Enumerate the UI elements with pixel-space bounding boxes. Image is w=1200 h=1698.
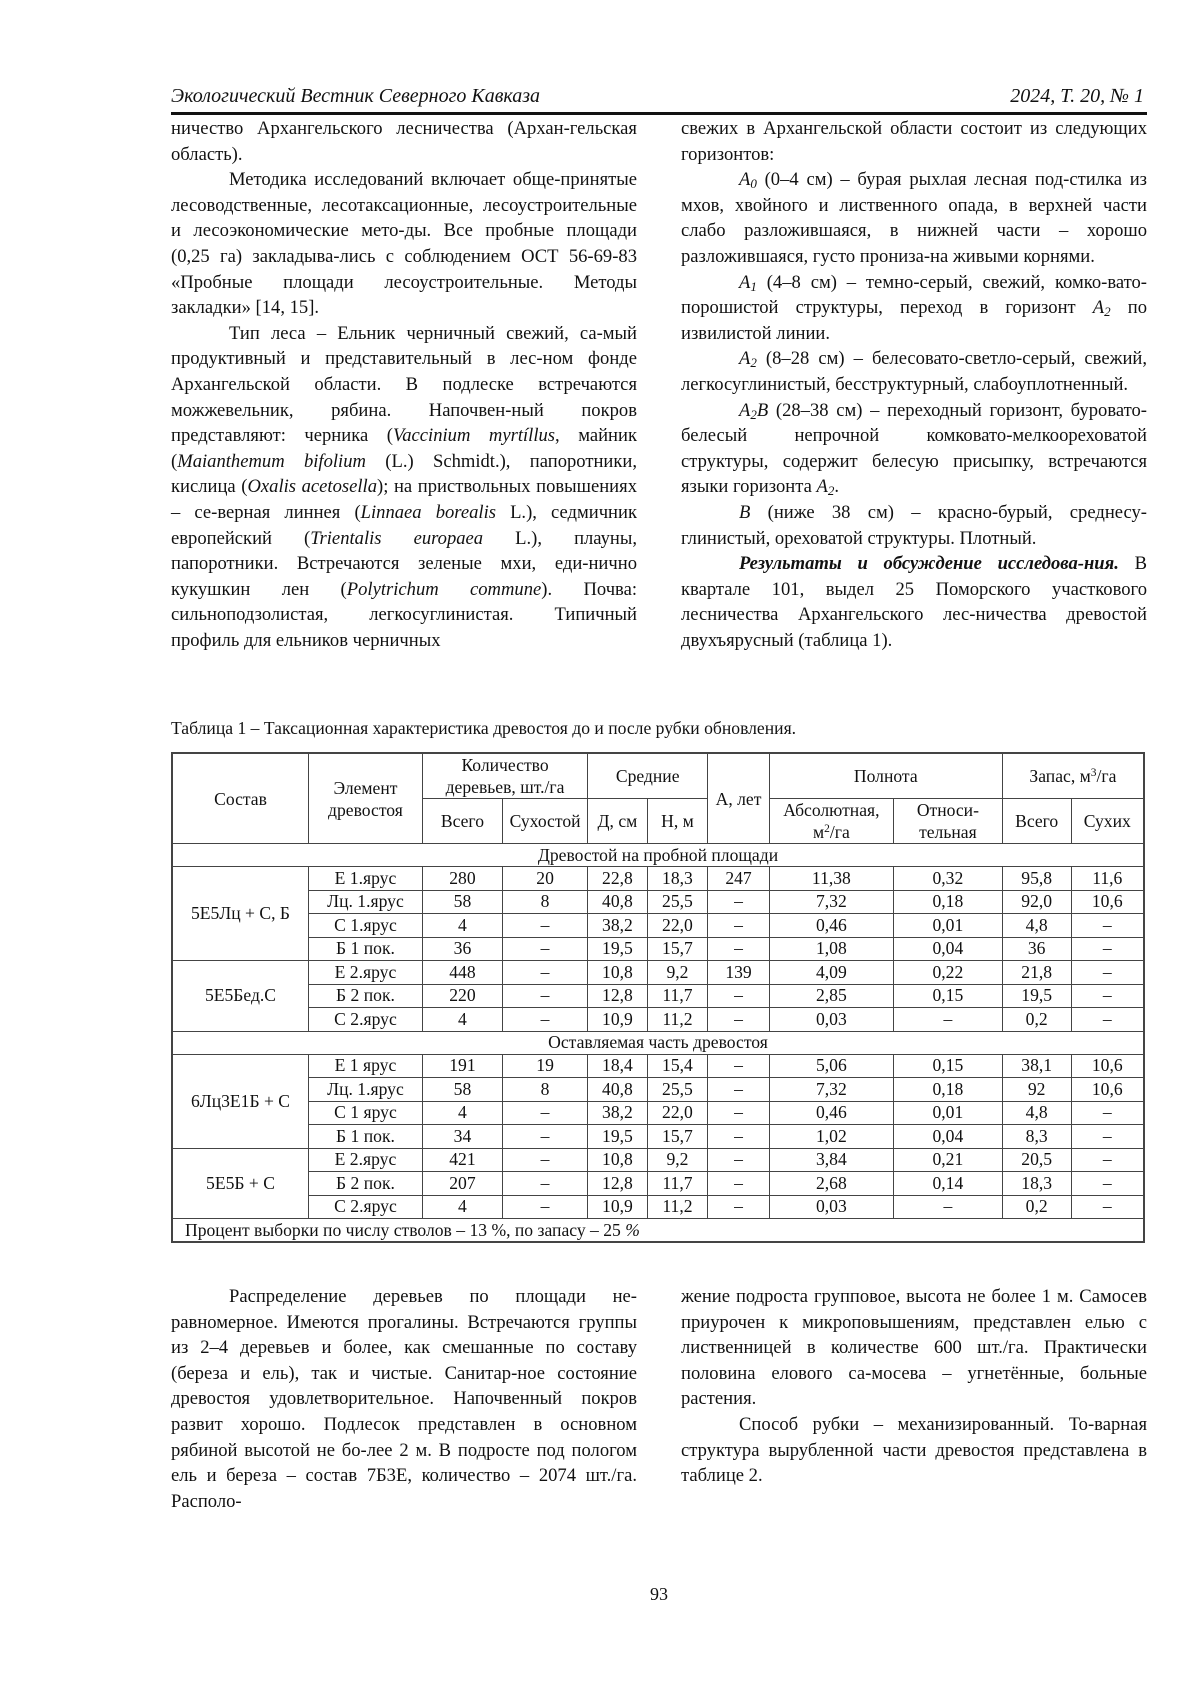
table-cell: 0,01 — [893, 914, 1002, 938]
species-name: Linnaea borealis — [360, 501, 496, 523]
table-cell: 18,3 — [647, 867, 708, 891]
header-density-rel: Относи-тельная — [893, 799, 1002, 844]
table-cell: 11,6 — [1071, 867, 1144, 891]
table-cell: Б 2 пок. — [309, 984, 423, 1008]
table-cell: – — [708, 1148, 770, 1172]
horizon-sub: 1 — [750, 278, 757, 294]
table-section-row — [172, 1031, 1144, 1054]
table-cell: 0,03 — [769, 1195, 893, 1219]
text: . — [834, 476, 839, 498]
species-name: Vaccinium myrtíllus — [392, 425, 556, 447]
horizon-sub: 2 — [750, 355, 757, 371]
journal-title: Экологический Вестник Северного Кавказа — [171, 85, 541, 107]
table-cell: 18,3 — [1002, 1172, 1071, 1196]
table-cell: 22,0 — [647, 1101, 708, 1125]
bottom-left-column — [171, 1284, 637, 1514]
composition-cell: 5Е5Лц + С, Б — [172, 867, 309, 961]
table-cell: 2,68 — [769, 1172, 893, 1196]
header-age: А, лет — [708, 753, 770, 844]
table-body — [172, 844, 1144, 1243]
header-avg-h: Н, м — [647, 799, 708, 844]
horizon-a1 — [681, 270, 1147, 347]
text: (ниже 38 см) – красно-бурый, среднесу-глинистый, ореховатой структуры. Плотный. — [681, 501, 1147, 549]
table-cell: 58 — [422, 1078, 502, 1102]
table-cell: 15,4 — [647, 1054, 708, 1078]
table-cell: – — [502, 914, 587, 938]
header-composition: Состав — [172, 753, 309, 844]
table-cell: 0,21 — [893, 1148, 1002, 1172]
species-name: Polytrichum commune — [346, 578, 542, 600]
header-stock-group — [1002, 753, 1144, 799]
table-cell: 0,46 — [769, 1101, 893, 1125]
table-cell: 0,04 — [893, 937, 1002, 961]
table-cell: – — [893, 1195, 1002, 1219]
header-density-group: Полнота — [769, 753, 1002, 799]
table-cell: 36 — [1002, 937, 1071, 961]
table-cell: 10,9 — [588, 1008, 648, 1032]
table-row — [172, 1078, 1144, 1102]
table-cell: – — [502, 1101, 587, 1125]
table-cell: 38,2 — [588, 1101, 648, 1125]
table-cell: 4,8 — [1002, 1101, 1071, 1125]
superscript: 2 — [824, 823, 830, 835]
table-cell: Б 1 пок. — [309, 937, 423, 961]
running-header — [171, 82, 1147, 115]
table-cell: 9,2 — [647, 1148, 708, 1172]
table-cell: Б 2 пок. — [309, 1172, 423, 1196]
horizon-sub: 2 — [750, 406, 757, 422]
table-cell: 11,7 — [647, 1172, 708, 1196]
paragraph: свежих в Архангельской области состоит из следующих горизонтов: — [681, 118, 1147, 165]
table-cell: 10,6 — [1071, 1078, 1144, 1102]
table-cell: 19,5 — [588, 1125, 648, 1149]
horizon-label: A — [739, 348, 751, 370]
paragraph: жение подроста групповое, высота не более 1 м. Самосев приурочен к микроповышениям, представлен елью с лиственницей в количестве 600 шт./га. Практически половина елового са-мосева – угнетённые, больные растения. — [681, 1286, 1147, 1410]
text: Процент выборки по числу стволов – 13 %, по запасу – 25 — [185, 1219, 626, 1240]
table-cell: – — [502, 1172, 587, 1196]
table-cell: 0,22 — [893, 961, 1002, 985]
table-cell: 207 — [422, 1172, 502, 1196]
page-number: 93 — [650, 1584, 668, 1604]
table-row — [172, 1195, 1144, 1219]
table-cell: 4,09 — [769, 961, 893, 985]
table-cell: 0,32 — [893, 867, 1002, 891]
horizon-label: A — [739, 271, 751, 293]
table-cell: – — [502, 984, 587, 1008]
table-cell: 92 — [1002, 1078, 1071, 1102]
table-cell: – — [708, 1195, 770, 1219]
table-row — [172, 961, 1144, 985]
table-cell: – — [708, 1008, 770, 1032]
species-name: Trientalis europaea — [310, 527, 484, 549]
header-stock-total: Всего — [1002, 799, 1071, 844]
table-cell: 19 — [502, 1054, 587, 1078]
table-cell: – — [1071, 1125, 1144, 1149]
table-cell: 15,7 — [647, 937, 708, 961]
table-cell: 21,8 — [1002, 961, 1071, 985]
table-row — [172, 914, 1144, 938]
text: (0–4 см) – бурая рыхлая лесная под-стилка из мхов, хвойного и лиственного опада, в верхней части слабо разложившаяся, в нижней части – хорошо разложившаяся, густо прониза-на живыми корнями. — [681, 169, 1147, 267]
table-cell: 11,2 — [647, 1195, 708, 1219]
section-title: Древостой на пробной площади — [172, 844, 1144, 867]
section-title: Оставляемая часть древостоя — [172, 1031, 1144, 1054]
table-cell: – — [1071, 1172, 1144, 1196]
table-cell: 7,32 — [769, 1078, 893, 1102]
text: (4–8 см) – темно-серый, свежий, комко-вато-порошистой структуры, переход в горизонт — [681, 271, 1147, 319]
table-cell: – — [1071, 984, 1144, 1008]
taxation-table — [171, 752, 1145, 1243]
paragraph-methodology: Методика исследований включает обще-принятые лесоводственные, лесотаксационные, лесоустроительные и лесоэкономические мето-ды. Все пробные площади (0,25 га) закладыва-лись с соблюдением ОСТ 56-69-83 «Пробные площади лесоустроительные. Методы закладки» [14, 15]. — [171, 169, 637, 319]
table-cell: 0,2 — [1002, 1008, 1071, 1032]
table-cell: – — [502, 961, 587, 985]
text: L.), седмичник европейский ( — [171, 501, 637, 549]
table-cell: 11,7 — [647, 984, 708, 1008]
table-cell: 8 — [502, 1078, 587, 1102]
table-cell: 12,8 — [588, 1172, 648, 1196]
table-cell: 0,18 — [893, 890, 1002, 914]
table-cell: 0,15 — [893, 1054, 1002, 1078]
table-cell: 0,2 — [1002, 1195, 1071, 1219]
table-cell: 4 — [422, 1195, 502, 1219]
table-cell: – — [708, 984, 770, 1008]
table-cell: – — [708, 1172, 770, 1196]
text: (L.) Schmidt.), папоротники, кислица ( — [171, 450, 637, 498]
table-cell: – — [502, 937, 587, 961]
table-cell: Лц. 1.ярус — [309, 890, 423, 914]
text: , майник ( — [171, 425, 637, 472]
table-cell: 25,5 — [647, 1078, 708, 1102]
table-footer-row — [172, 1219, 1144, 1243]
horizon-b — [681, 500, 1147, 551]
table-cell: – — [708, 1125, 770, 1149]
species-name: Oxalis acetosella — [247, 476, 377, 498]
table-cell: 9,2 — [647, 961, 708, 985]
table-cell: 0,14 — [893, 1172, 1002, 1196]
text: Тип леса – Ельник черничный свежий, са-мый продуктивный и представительный в лес-ном фонде Архангельской области. В подлеске встречаются можжевельник, рябина. Напочвен-ный покров представляют: черника ( — [171, 322, 637, 447]
header-element: Элемент древостоя — [309, 753, 423, 844]
table-cell: 38,2 — [588, 914, 648, 938]
header-avg-d: Д, см — [588, 799, 648, 844]
horizon-sub: 0 — [750, 176, 757, 192]
table-cell: Б 1 пок. — [309, 1125, 423, 1149]
paragraph: ничество Архангельского лесничества (Архан-гельская область). — [171, 118, 637, 165]
table-cell: 36 — [422, 937, 502, 961]
table-cell: С 2.ярус — [309, 1195, 423, 1219]
text: (28–38 см) – переходный горизонт, буровато-белесый непрочной комковато-мелкоореховатой структуры, содержит белесую присыпку, встречаются языки горизонта — [681, 399, 1147, 498]
table-cell: – — [708, 1054, 770, 1078]
table-cell: 4 — [422, 914, 502, 938]
table-cell: 0,01 — [893, 1101, 1002, 1125]
left-column — [171, 116, 637, 653]
table-cell: С 1.ярус — [309, 914, 423, 938]
table-cell: 10,6 — [1071, 1054, 1144, 1078]
table-cell: 7,32 — [769, 890, 893, 914]
table-row — [172, 1172, 1144, 1196]
header-count-group: Количество деревьев, шт./га — [422, 753, 587, 799]
composition-cell: 6Лц3Е1Б + С — [172, 1054, 309, 1148]
table-cell: 1,08 — [769, 937, 893, 961]
table-cell: 10,6 — [1071, 890, 1144, 914]
table-cell: – — [708, 1078, 770, 1102]
text: ); на приствольных повышениях – се-верная линнея ( — [171, 476, 637, 523]
table-section-row — [172, 844, 1144, 867]
table-row — [172, 1101, 1144, 1125]
table-cell: Лц. 1.ярус — [309, 1078, 423, 1102]
table-cell: 92,0 — [1002, 890, 1071, 914]
table-cell: 2,85 — [769, 984, 893, 1008]
table-cell: 40,8 — [588, 1078, 648, 1102]
table-cell: 247 — [708, 867, 770, 891]
table-row — [172, 984, 1144, 1008]
table-cell: С 1 ярус — [309, 1101, 423, 1125]
table-cell: 10,8 — [588, 1148, 648, 1172]
table-cell: 5,06 — [769, 1054, 893, 1078]
table-cell: 19,5 — [588, 937, 648, 961]
table-cell: 58 — [422, 890, 502, 914]
table-caption: Таблица 1 – Таксационная характеристика древостоя до и после рубки обновления. — [171, 718, 797, 738]
table-cell: 20,5 — [1002, 1148, 1071, 1172]
table-cell: 11,38 — [769, 867, 893, 891]
text: ). Почва: сильноподзолистая, легкосуглинистая. Типичный профиль для ельников черничных — [171, 578, 637, 651]
table-cell: 220 — [422, 984, 502, 1008]
table-footer-note — [172, 1219, 1144, 1243]
text: /га — [829, 822, 850, 842]
table-cell: 20 — [502, 867, 587, 891]
table-cell: С 2.ярус — [309, 1008, 423, 1032]
table-cell: 25,5 — [647, 890, 708, 914]
table-cell: 8,3 — [1002, 1125, 1071, 1149]
horizon-a2b — [681, 398, 1147, 500]
section-heading: Результаты и обсуждение исследова-ния. — [739, 553, 1119, 575]
table-cell: 4 — [422, 1008, 502, 1032]
table-cell: 34 — [422, 1125, 502, 1149]
table-cell: 448 — [422, 961, 502, 985]
table-cell: – — [502, 1195, 587, 1219]
table-cell: 139 — [708, 961, 770, 985]
table-cell: 4 — [422, 1101, 502, 1125]
table-cell: 11,2 — [647, 1008, 708, 1032]
table-cell: 19,5 — [1002, 984, 1071, 1008]
header-avg-group: Средние — [588, 753, 708, 799]
horizon-sub: 2 — [827, 483, 835, 499]
table-cell: 22,8 — [588, 867, 648, 891]
table-cell: 0,04 — [893, 1125, 1002, 1149]
table-cell: – — [502, 1148, 587, 1172]
table-cell: 8 — [502, 890, 587, 914]
table-row — [172, 1008, 1144, 1032]
table-cell: – — [893, 1008, 1002, 1032]
species-name: Maianthemum bifolium — [177, 450, 366, 472]
table-row — [172, 1054, 1144, 1078]
table-cell: Е 2.ярус — [309, 1148, 423, 1172]
superscript: 3 — [1090, 767, 1097, 779]
header-count-dead: Сухостой — [502, 799, 587, 844]
composition-cell: 5Е5Бед.С — [172, 961, 309, 1032]
table-cell: 10,9 — [588, 1195, 648, 1219]
horizon-a0 — [681, 167, 1147, 269]
right-column — [681, 116, 1147, 653]
table-cell: 280 — [422, 867, 502, 891]
composition-cell: 5Е5Б + С — [172, 1148, 309, 1219]
table-cell: – — [708, 1101, 770, 1125]
table-cell: 22,0 — [647, 914, 708, 938]
table-cell: Е 2.ярус — [309, 961, 423, 985]
table-cell: 40,8 — [588, 890, 648, 914]
horizon-a2 — [681, 346, 1147, 397]
table-cell: – — [1071, 1101, 1144, 1125]
header-density-abs — [769, 799, 893, 844]
table-cell: – — [708, 890, 770, 914]
paragraph-cutting-method: Способ рубки – механизированный. То-варная структура вырубленной части древостоя представлена в таблице 2. — [681, 1413, 1147, 1487]
horizon-label: A — [739, 399, 751, 421]
header-count-total: Всего — [422, 799, 502, 844]
table-cell: 1,02 — [769, 1125, 893, 1149]
table-cell: 0,18 — [893, 1078, 1002, 1102]
table-cell: 38,1 — [1002, 1054, 1071, 1078]
table-cell: 191 — [422, 1054, 502, 1078]
issue-info: 2024, Т. 20, № 1 — [1010, 85, 1144, 107]
header-stock-dead: Сухих — [1071, 799, 1144, 844]
table-row — [172, 937, 1144, 961]
table-cell: 10,8 — [588, 961, 648, 985]
table-cell: 95,8 — [1002, 867, 1071, 891]
table-cell: – — [502, 1125, 587, 1149]
text: % — [625, 1219, 640, 1240]
table-cell: – — [1071, 1148, 1144, 1172]
table-row — [172, 1148, 1144, 1172]
table-row — [172, 867, 1144, 891]
table-cell: – — [1071, 937, 1144, 961]
table-row — [172, 890, 1144, 914]
table-cell: – — [1071, 914, 1144, 938]
table-cell: 421 — [422, 1148, 502, 1172]
text: Абсолютная, м — [783, 800, 880, 842]
table-cell: 0,15 — [893, 984, 1002, 1008]
paragraph-distribution: Распределение деревьев по площади не-равномерное. Имеются прогалины. Встречаются группы из 2–4 деревьев и более, как смешанные по составу (береза и ель), так и чистые. Санитар-ное состояние древостоя удовлетворительное. Напочвенный покров развит хорошо. Подлесок представлен в основном рябиной высотой не бо-лее 2 м. В подросте под пологом ель и береза – состав 7Б3Е, количество – 2074 шт./га. Располо- — [171, 1286, 637, 1512]
text: /га — [1096, 766, 1117, 786]
paragraph-results — [681, 551, 1147, 653]
paragraph-forest-type — [171, 321, 637, 654]
text: Запас, м — [1029, 766, 1091, 786]
text: (8–28 см) – белесовато-светло-серый, свежий, легкосуглинистый, бесструктурный, слабоуплотненный. — [681, 348, 1147, 395]
text: В квартале 101, выдел 25 Поморского участкового лесничества Архангельского лес-ничества древостой двухъярусный (таблица 1). — [681, 553, 1147, 651]
horizon-label: B — [739, 501, 751, 523]
table-cell: – — [1071, 1008, 1144, 1032]
table-cell: – — [502, 1008, 587, 1032]
table-cell: 0,03 — [769, 1008, 893, 1032]
table-cell: – — [1071, 1195, 1144, 1219]
horizon-sub: 2 — [1104, 304, 1111, 320]
table-cell: 15,7 — [647, 1125, 708, 1149]
bottom-right-column — [681, 1284, 1147, 1489]
table-cell: 18,4 — [588, 1054, 648, 1078]
table-cell: Е 1 ярус — [309, 1054, 423, 1078]
table-cell: 3,84 — [769, 1148, 893, 1172]
text: L.), плауны, папоротники. Встречаются зеленые мхи, еди-нично кукушкин лен ( — [171, 527, 637, 600]
horizon-ref: A — [1092, 297, 1105, 319]
table-cell: – — [1071, 961, 1144, 985]
horizon-label: B — [756, 399, 769, 421]
table-cell: – — [708, 914, 770, 938]
table-cell: – — [708, 937, 770, 961]
table-cell: 4,8 — [1002, 914, 1071, 938]
table-cell: 12,8 — [588, 984, 648, 1008]
table-row — [172, 1125, 1144, 1149]
table-cell: 0,46 — [769, 914, 893, 938]
table-cell: Е 1.ярус — [309, 867, 423, 891]
horizon-label: A — [739, 169, 751, 191]
text: по извилистой линии. — [681, 297, 1147, 344]
horizon-ref: A — [816, 476, 828, 498]
